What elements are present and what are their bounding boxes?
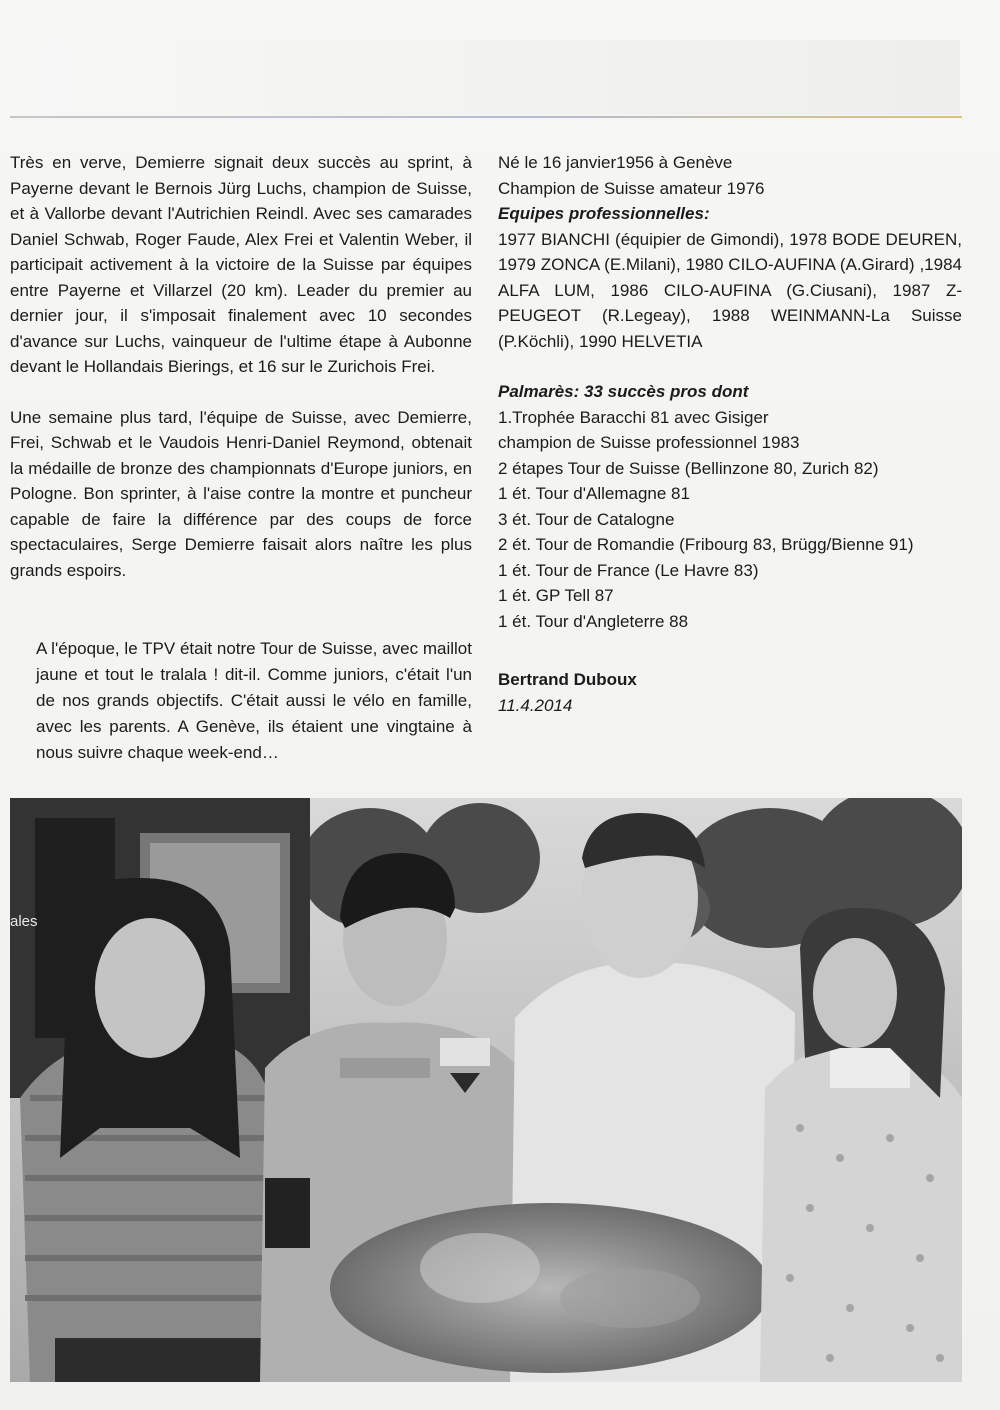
spacer [498, 634, 962, 667]
bio-column [498, 150, 962, 718]
palmares-item: 1.Trophée Baracchi 81 avec Gisiger [498, 407, 769, 427]
bio-birth: Né le 16 janvier1956 à Genève [498, 153, 733, 172]
palmares-item: 1 ét. Tour d'Angleterre 88 [498, 611, 689, 631]
teams-heading: Equipes professionnelles: [498, 204, 710, 223]
teams-list: 1977 BIANCHI (équipier de Gimondi), 1978 BODE DEUREN, 1979 ZONCA (E.Milani), 1980 CILO-AUFINA (A.Girard) ,1984 ALFA LUM, 1986 CILO-AUFINA (G.Ciusani), 1987 Z-PEUGEOT (R.Legeay), 1988 WEINMANN-La Suisse (P.Köchli), 1990 HELVETIA [498, 229, 962, 351]
palmares-item: 2 ét. Tour de Romandie (Fribourg 83, Brügg/Bienne 91) [498, 535, 914, 554]
quote-block: A l'époque, le TPV était notre Tour de Suisse, avec maillot jaune et tout le tralala ! dit-il. Comme juniors, c'était l'un de nos grands objectifs. C'était aussi le vélo en famille, avec les parents. A Genève, ils étaient une vingtaine à nous suivre chaque week-end… [36, 639, 472, 762]
spacer [498, 354, 962, 379]
palmares-item: 3 ét. Tour de Catalogne [498, 509, 675, 529]
palmares-heading: Palmarès: 33 succès pros dont [498, 382, 749, 401]
group-photo [10, 798, 962, 1382]
bio-amateur-title: Champion de Suisse amateur 1976 [498, 178, 765, 198]
header-band [10, 40, 960, 115]
article-left-column [10, 150, 472, 583]
flower-bouquet [330, 1203, 770, 1373]
palmares-item: 2 étapes Tour de Suisse (Bellinzone 80, Zurich 82) [498, 458, 879, 478]
palmares-item: 1 ét. Tour d'Allemagne 81 [498, 484, 690, 503]
article-date: 11.4.2014 [498, 695, 573, 715]
palmares-item: 1 ét. GP Tell 87 [498, 586, 614, 605]
article-paragraph-1: Très en verve, Demierre signait deux succès au sprint, à Payerne devant le Bernois Jürg Luchs, champion de Suisse, et à Vallorbe devant l'Autrichien Reindl. Avec ses camarades Daniel Schwab, Roger Faude, Alex Frei et Valentin Weber, il participait activement à la victoire de la Suisse par équipes entre Payerne et Villarzel (20 km). Leader du premier au dernier jour, il s'imposait finalement avec 10 secondes d'avance sur Luchs, vainqueur de l'ultime étape à Aubonne devant le Hollandais Bierings, et 16 sur le Zurichois Frei. [10, 153, 472, 376]
article-paragraph-2: Une semaine plus tard, l'équipe de Suisse, avec Demierre, Frei, Schwab et le Vaudois Henri-Daniel Reymond, obtenait la médaille de bronze des championnats d'Europe juniors, en Pologne. Bon sprinter, à l'aise contre la montre et puncheur capable de faire la différence par des coups de force spectaculaires, Serge Demierre faisait alors naître les plus grands espoirs. [10, 407, 472, 580]
palmares-item: champion de Suisse professionnel 1983 [498, 433, 800, 452]
header-rule [10, 116, 962, 118]
author-name: Bertrand Duboux [498, 670, 637, 689]
palmares-item: 1 ét. Tour de France (Le Havre 83) [498, 560, 759, 580]
truck-text: ales [10, 913, 38, 930]
